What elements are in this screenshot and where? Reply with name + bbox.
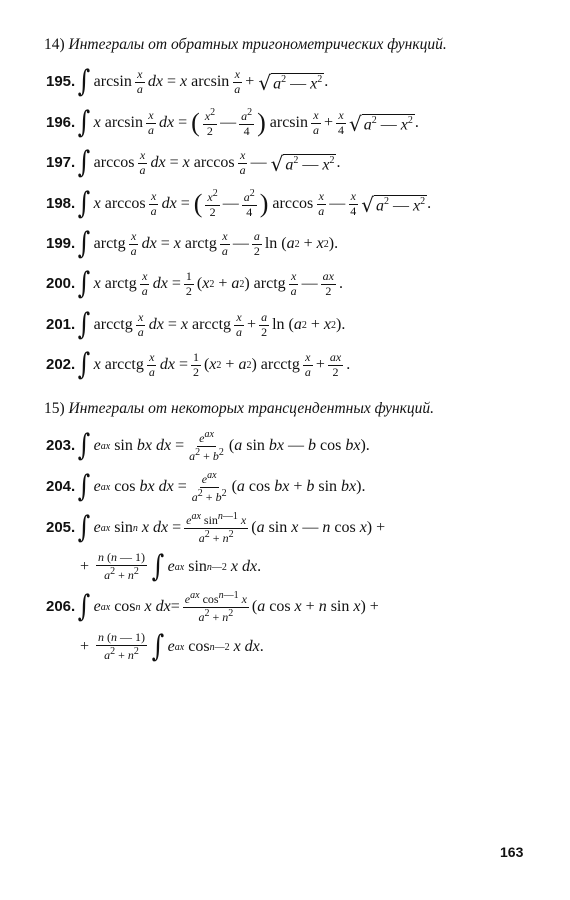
section-15-heading: [44, 400, 434, 418]
formula-expression: ∫ e ax cos bx dx = $\frac{e^{ax}}{a^2 + b^2}$ ( a cos bx + b sin bx ).: [77, 469, 366, 504]
section-number: 15): [44, 400, 65, 417]
formula-expression: ∫ arcsin $\frac{x}{a}$ dx = x arcsin $\frac{x}{a}$ + √ $a^2$ — $x^2$ .: [77, 64, 329, 99]
formula-number: 204.: [46, 478, 76, 495]
formula-201: [46, 305, 526, 345]
formula-204: [46, 467, 526, 507]
section-title: Интегралы от некоторых трансцендентных функций.: [68, 400, 435, 417]
formula-expression: ∫ arctg $\frac{x}{a}$ dx = x arctg $\frac{x}{a}$ — $\frac{a}{2}$ ln ( a 2 + x 2 ).: [77, 226, 339, 261]
formula-205: [46, 508, 526, 548]
formula-number: 196.: [46, 114, 76, 131]
page-number: 163: [500, 844, 524, 860]
formula-203: [46, 426, 526, 466]
formula-number: 203.: [46, 437, 76, 454]
formula-expression: ∫ x arcctg $\frac{x}{a}$ dx = $\frac{1}{2}$ ( x 2 + a 2 ) arcctg $\frac{x}{a}$ + $\frac{ax}{2}$ .: [77, 347, 351, 382]
formula-196: [46, 103, 526, 143]
formula-202: [46, 345, 526, 385]
formula-200: [46, 264, 526, 304]
formula-number: 202.: [46, 356, 76, 373]
formula-expression: ∫ e ax sin n x dx = $\frac{e^{ax} \sin^{n—1} x}{a^2 + n^2}$ ( a sin x — n cos x ) +: [77, 510, 386, 545]
formula-expression: ∫ arcctg $\frac{x}{a}$ dx = x arcctg $\frac{x}{a}$ + $\frac{a}{2}$ ln ( a 2 + x 2 ).: [77, 307, 346, 342]
formula-number: 201.: [46, 316, 76, 333]
section-title: Интегралы от обратных тригонометрических функций.: [68, 36, 447, 53]
formula-206-continuation: + $\frac{n (n — 1)}{a^2 + n^2}$ ∫ e ax cos n—2 x dx .: [80, 629, 264, 664]
formula-number: 199.: [46, 235, 76, 252]
formula-199: [46, 224, 526, 264]
formula-expression: ∫ arccos $\frac{x}{a}$ dx = x arccos $\frac{x}{a}$ — √ $a^2$ — $x^2$ .: [77, 145, 341, 180]
formula-number: 195.: [46, 73, 76, 90]
formula-197: [46, 143, 526, 183]
formula-number: 200.: [46, 275, 76, 292]
formula-206: [46, 587, 526, 627]
section-number: 14): [44, 36, 65, 53]
formula-198: [46, 184, 526, 224]
formula-205-continuation: + $\frac{n (n — 1)}{a^2 + n^2}$ ∫ e ax sin n—2 x dx .: [80, 549, 262, 584]
formula-expression: ∫ x arccos $\frac{x}{a}$ dx = ( $\frac{x^2}{2}$ — $\frac{a^2}{4}$ ) arccos $\frac{x}{a}$ — $\frac{x}{4}$ √ $a^2$ — $x^2$ .: [77, 186, 432, 221]
formula-195: [46, 62, 526, 102]
formula-number: 206.: [46, 598, 76, 615]
section-14-heading: [44, 36, 447, 54]
formula-number: 205.: [46, 519, 76, 536]
formula-expression: ∫ x arcsin $\frac{x}{a}$ dx = ( $\frac{x^2}{2}$ — $\frac{a^2}{4}$ ) arcsin $\frac{x}{a}$ + $\frac{x}{4}$ √ $a^2$ — $x^2$ .: [77, 105, 419, 140]
formula-number: 198.: [46, 195, 76, 212]
formula-expression: ∫ e ax cos n x dx = $\frac{e^{ax} \cos^{n—1} x}{a^2 + n^2}$ ( a cos x + n sin x ) +: [77, 589, 379, 624]
formula-number: 197.: [46, 154, 76, 171]
formula-expression: ∫ e ax sin bx dx = $\frac{e^{ax}}{a^2 + b^2}$ ( a sin bx — b cos bx ).: [77, 428, 370, 463]
formula-expression: ∫ x arctg $\frac{x}{a}$ dx = $\frac{1}{2}$ ( x 2 + a 2 ) arctg $\frac{x}{a}$ — $\frac{ax}{2}$ .: [77, 266, 343, 301]
